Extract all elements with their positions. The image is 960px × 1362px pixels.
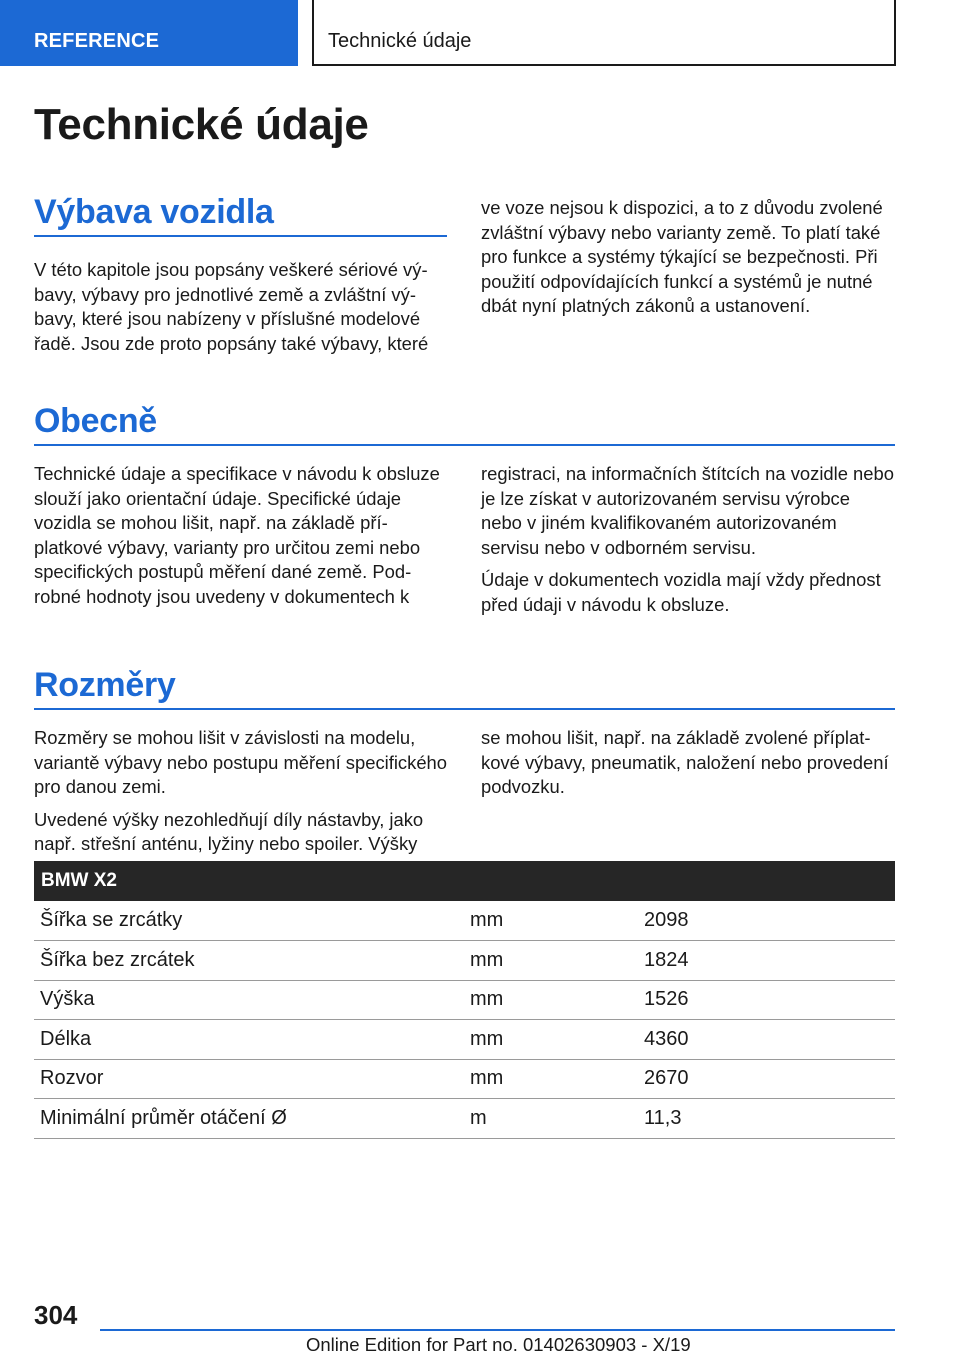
row-value: 4360: [638, 1020, 895, 1060]
row-unit: mm: [464, 1020, 638, 1060]
row-name: Šířka bez zrcátek: [34, 941, 464, 981]
row-name: Délka: [34, 1020, 464, 1060]
footer-rule: [100, 1329, 895, 1331]
header-tab-reference: REFERENCE: [0, 0, 298, 66]
table-header-model: BMW X2: [34, 861, 895, 901]
row-unit: m: [464, 1099, 638, 1139]
dimensions-table: [34, 861, 895, 1139]
page-number: 304: [34, 1300, 78, 1330]
row-value: 2670: [638, 1059, 895, 1099]
row-unit: mm: [464, 980, 638, 1020]
section-rozmery-right-column: [481, 726, 895, 800]
paragraph: V této kapitole jsou popsány veškeré sériové výbavy, výbavy pro jednotlivé země a zvláštní výbavy, které jsou nabízeny v příslušné modelové řadě. Jsou zde proto popsány také výbavy, které: [34, 259, 429, 354]
row-value: 1526: [638, 980, 895, 1020]
paragraph: ve voze nejsou k dispozici, a to z důvodu zvolené zvláštní výbavy nebo varianty země. To platí také pro funkce a systémy týkající se bezpečnosti. Při použití odpovídajících funkcí a systémů je nutné dbát nyní platných zákonů a ustanovení.: [481, 197, 883, 317]
section-title-vybava: Výbava vozidla: [34, 193, 274, 231]
table-row: [34, 901, 895, 941]
table-row: [34, 941, 895, 981]
table-row: [34, 1059, 895, 1099]
row-name: Výška: [34, 980, 464, 1020]
row-unit: mm: [464, 941, 638, 981]
section-obecne-left-column: [34, 462, 447, 610]
section-title-obecne: Obecně: [34, 402, 157, 440]
section-rule-rozmery: [34, 708, 895, 710]
section-obecne-right-column: [481, 462, 895, 618]
row-unit: mm: [464, 1059, 638, 1099]
row-name: Minimální průměr otáčení Ø: [34, 1099, 464, 1139]
paragraph: Uvedené výšky nezohledňují díly nástavby, jako např. střešní anténu, lyžiny nebo spoiler. Výšky: [34, 808, 424, 855]
paragraph: Rozměry se mohou lišit v závislosti na modelu, variantě výbavy nebo postupu měření specifického pro danou zemi.: [34, 727, 448, 798]
paragraph: Údaje v dokumentech vozidla mají vždy přednost před údaji v návodu k obsluze.: [481, 569, 881, 615]
section-rule-vybava: [34, 235, 447, 237]
header-section-label: Technické údaje: [312, 0, 896, 66]
table-row: [34, 1099, 895, 1139]
footer-edition-text: Online Edition for Part no. 01402630903 - X/19: [306, 1334, 691, 1355]
section-vybava-right-column: [481, 196, 895, 319]
row-value: 1824: [638, 941, 895, 981]
table-row: [34, 1020, 895, 1060]
page-title: Technické údaje: [34, 100, 369, 149]
row-name: Šířka se zrcátky: [34, 901, 464, 941]
table-header-row: [34, 861, 895, 901]
section-rozmery-left-column: [34, 726, 447, 857]
row-value: 2098: [638, 901, 895, 941]
paragraph: registraci, na informačních štítcích na vozidle nebo je lze získat v autorizovaném servisu výrobce nebo v jiném kvalifikovaném autorizovaném servisu nebo v odborném servisu.: [481, 463, 894, 558]
paragraph: Technické údaje a specifikace v návodu k obsluze slouží jako orientační údaje. Specifické údaje vozidla se mohou lišit, např. na základě příplatkové výbavy, varianty pro určitou zemi nebo specifických postupů měření dané země. Podrobné hodnoty jsou uvedeny v dokumentech k: [34, 463, 440, 607]
section-rule-obecne: [34, 444, 895, 446]
table-row: [34, 980, 895, 1020]
paragraph: se mohou lišit, např. na základě zvolené příplatkové výbavy, pneumatik, naložení nebo provedení podvozku.: [481, 727, 889, 798]
row-name: Rozvor: [34, 1059, 464, 1099]
section-title-rozmery: Rozměry: [34, 666, 176, 704]
section-vybava-left-column: [34, 258, 447, 356]
row-unit: mm: [464, 901, 638, 941]
row-value: 11,3: [638, 1099, 895, 1139]
